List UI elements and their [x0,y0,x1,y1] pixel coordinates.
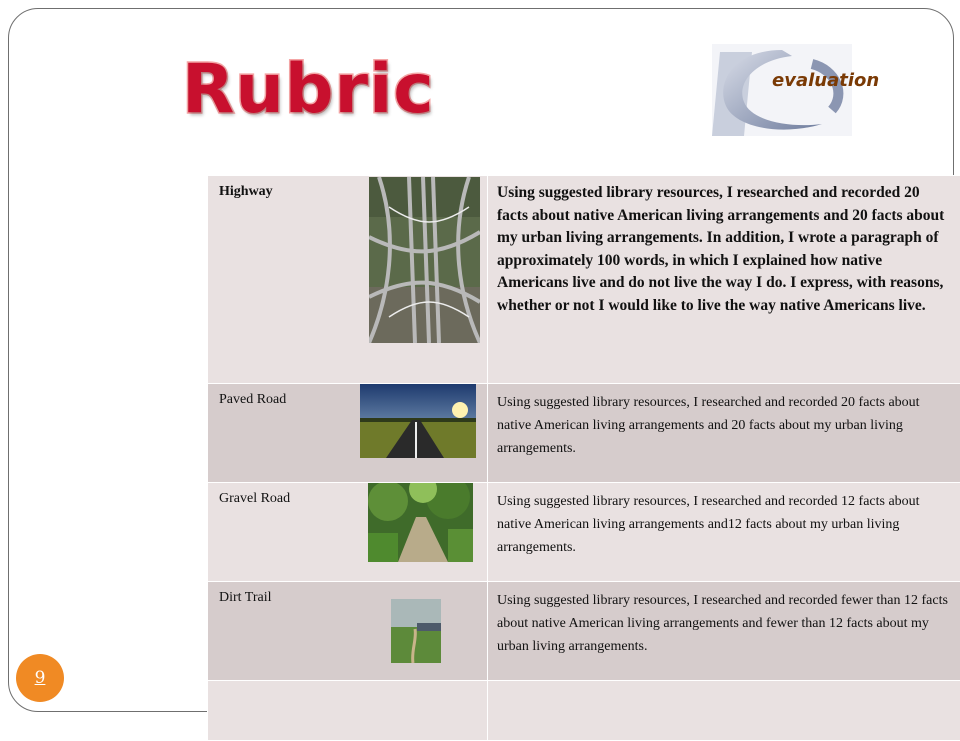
level-cell [208,681,488,741]
level-label: Highway [219,184,273,200]
description-text: Using suggested library resources, I researched and recorded 20 facts about native American living arrangements and 20 facts about my urban living arrangements. [488,384,960,460]
rubric-row [208,582,960,681]
rubric-table [207,175,960,741]
description-text: Using suggested library resources, I researched and recorded 20 facts about native American living arrangements and 20 facts about my urban living arrangements. In addition, I wrote a paragraph of approximately 100 words, in which I explained how native Americans live and do not live the way I do. I express, with reasons, whether or not I would like to live the way native Americans live. [488,176,960,317]
dirt-trail-image [391,599,441,663]
description-cell [488,483,960,582]
description-cell [488,176,960,384]
description-cell [488,681,960,741]
highway-interchange-image [369,177,480,343]
rubric-row [208,384,960,483]
level-label: Gravel Road [219,491,290,507]
rubric-row [208,483,960,582]
page-number: 9 [35,668,46,688]
paved-road-image [360,384,476,458]
level-cell [208,582,488,681]
description-cell [488,384,960,483]
gravel-road-image [368,483,473,562]
description-text [488,681,960,688]
rubric-row [208,176,960,384]
level-cell [208,176,488,384]
description-cell [488,582,960,681]
rubric-row [208,681,960,741]
level-label: Paved Road [219,392,286,408]
description-text: Using suggested library resources, I researched and recorded fewer than 12 facts about native American living arrangements and fewer than 12 facts about my urban living arrangements. [488,582,960,658]
level-cell [208,483,488,582]
page-number-badge[interactable] [16,654,64,702]
description-text: Using suggested library resources, I researched and recorded 12 facts about native American living arrangements and12 facts about my urban living arrangements. [488,483,960,559]
logo-text: evaluation [772,70,879,91]
level-label: Dirt Trail [219,590,272,606]
level-cell [208,384,488,483]
slide-title: Rubric [182,50,435,130]
